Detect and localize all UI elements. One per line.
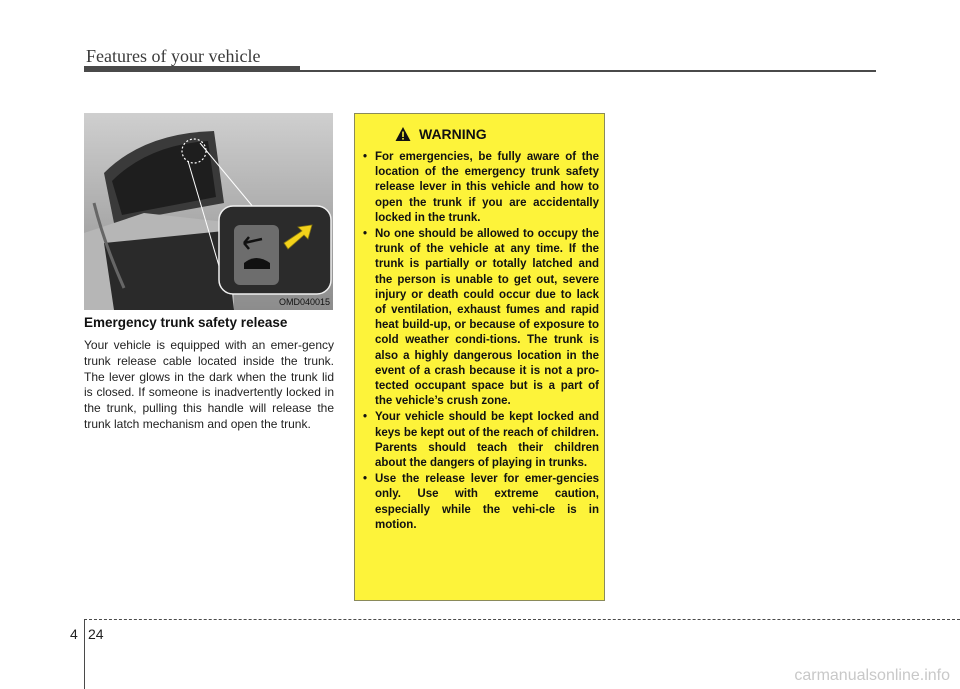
header-rule-thick bbox=[84, 66, 300, 72]
trunk-illustration bbox=[84, 113, 333, 310]
page-number: 24 bbox=[88, 626, 104, 642]
header-rule-thin bbox=[300, 70, 876, 72]
footer-divider bbox=[84, 620, 85, 689]
section-heading: Emergency trunk safety release bbox=[84, 315, 288, 330]
warning-item: • For emergencies, be fully aware of the location of the emergency trunk safety release lever in this vehicle and how to open the trunk if you are accidentally locked in the trunk. bbox=[363, 150, 599, 226]
warning-item: • Use the release lever for emer-gencies only. Use with extreme caution, especially while the vehi-cle is in motion. bbox=[363, 472, 599, 533]
warning-title: WARNING bbox=[419, 126, 487, 142]
warning-item: • No one should be allowed to occupy the trunk of the vehicle at any time. If the trunk is partially or totally latched and the person is unable to get out, severe injury or death could occur due to lack of ventilation, exhaust fumes and rapid heat build-up, or because of exposure to cold weather condi-tions. The trunk is also a highly dangerous location in the event of a crash because it is not a pro-tected occupant space but is a part of the vehicle’s crush zone. bbox=[363, 227, 599, 409]
trunk-cavity bbox=[104, 231, 234, 310]
footer-rule bbox=[84, 619, 960, 620]
warning-list bbox=[363, 150, 599, 534]
page-header-title: Features of your vehicle bbox=[86, 46, 261, 66]
warning-box bbox=[354, 113, 605, 601]
warning-item: • Your vehicle should be kept locked and keys be kept out of the reach of children. Parents should teach their children about the dangers of playing in trunks. bbox=[363, 410, 599, 471]
figure-code: OMD040015 bbox=[278, 297, 330, 307]
warning-header bbox=[395, 126, 487, 142]
warning-triangle-icon bbox=[395, 126, 411, 142]
trunk-photo bbox=[84, 113, 333, 310]
release-handle bbox=[234, 225, 279, 285]
section-body: Your vehicle is equipped with an emer-gency trunk release cable located inside the trunk. The lever glows in the dark when the trunk lid is closed. If someone is inadvertently locked in the trunk, pulling this handle will release the trunk latch mechanism and open the trunk. bbox=[84, 338, 334, 431]
chapter-number: 4 bbox=[70, 626, 78, 642]
watermark: carmanualsonline.info bbox=[794, 667, 950, 684]
